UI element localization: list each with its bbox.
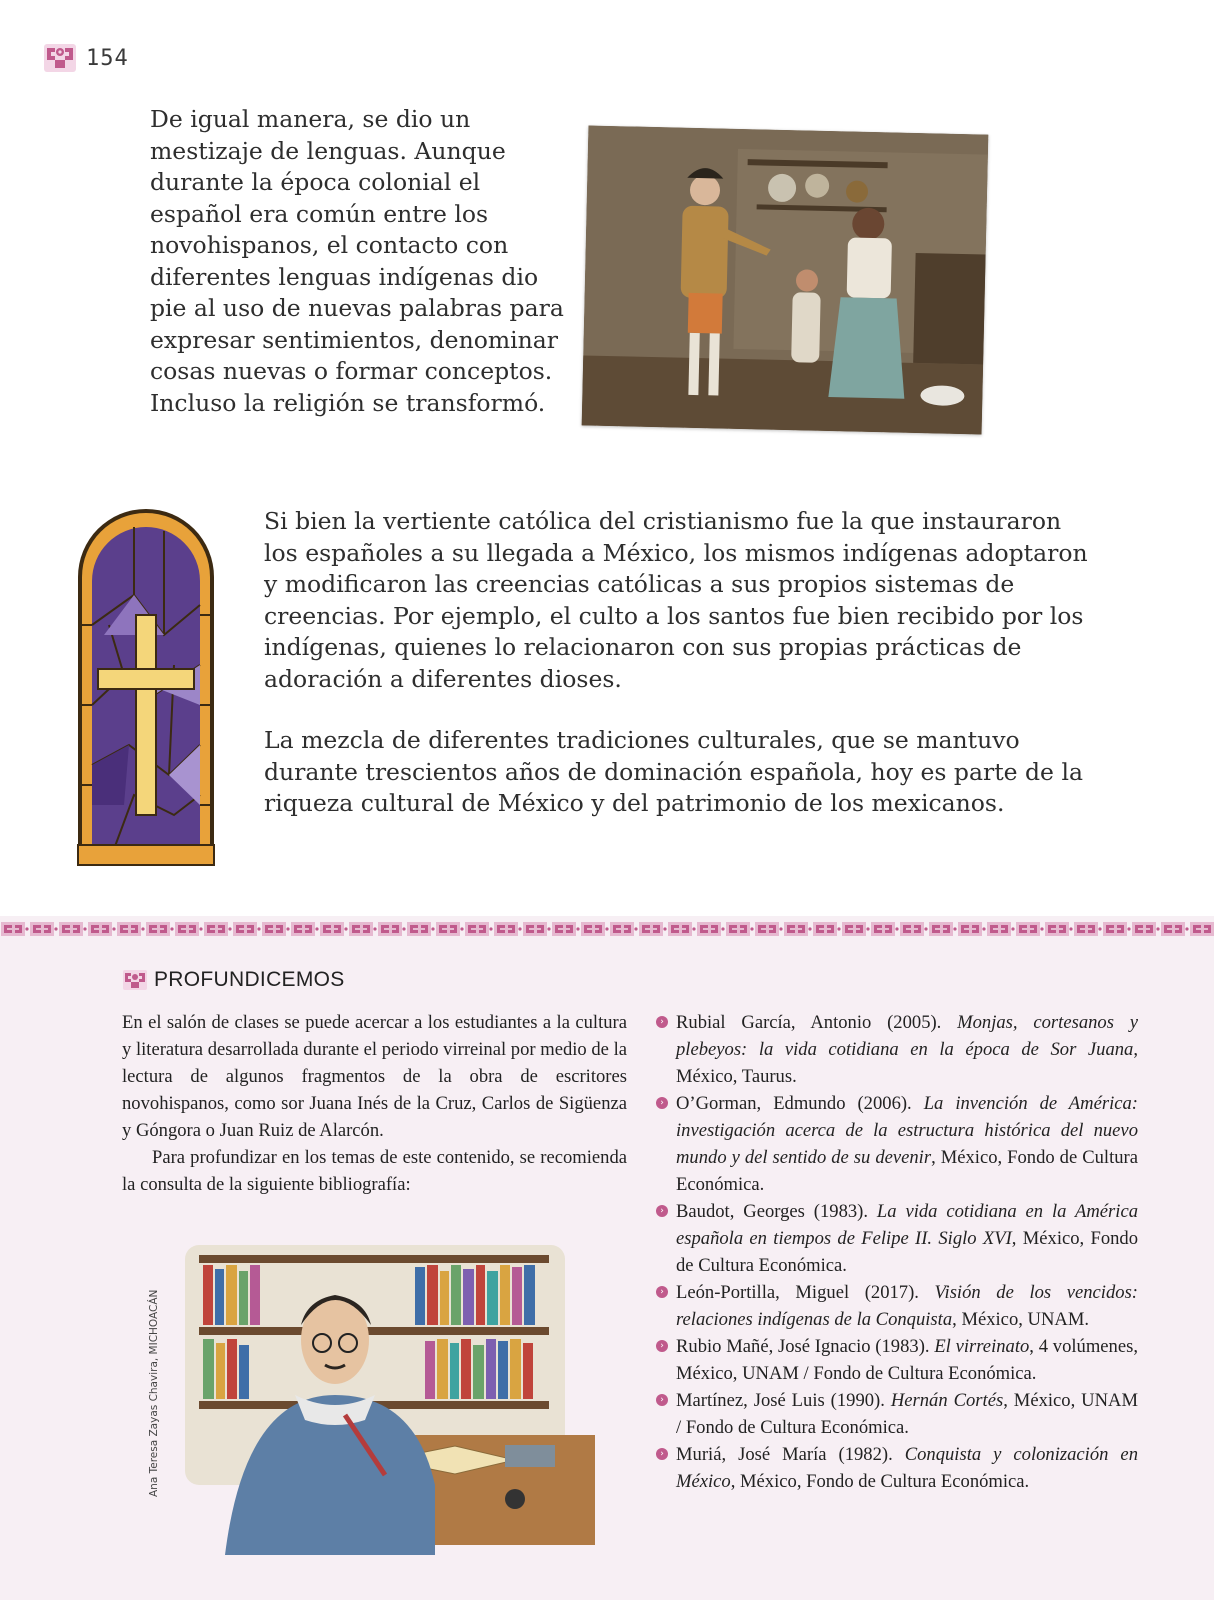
text-paragraph: Para profundizar en los temas de este contenido, se recomienda la consulta de la siguiente bibliografía: bbox=[122, 1147, 627, 1195]
section-title: PROFUNDICEMOS bbox=[154, 968, 345, 991]
bibliography-item: › Martínez, José Luis (1990). Hernán Cortés, México, UNAM / Fondo de Cultura Económica. bbox=[656, 1387, 1138, 1441]
text-paragraph: En el salón de clases se puede acercar a los estudiantes a la cultura y literatura desarrollada durante el periodo virreinal por medio de la lectura de algunos fragmentos de la obra de escritores novohispanos, como sor Juana Inés de la Cruz, Carlos de Sigüenza y Góngora o Juan Ruiz de Alarcón. bbox=[122, 1012, 627, 1141]
bibliography-item: › Baudot, Georges (1983). La vida cotidiana en la América española en tiempos de Felipe II. Siglo XVI, México, Fondo de Cultura Económica. bbox=[656, 1198, 1138, 1279]
bibliography-list bbox=[656, 1009, 1138, 1495]
image-credit: Ana Teresa Zayas Chavira, MICHOACÁN bbox=[148, 1289, 160, 1497]
chevron-right-icon: › bbox=[656, 1097, 668, 1109]
pink-glyph-icon bbox=[42, 40, 78, 76]
bibliography-item: › León-Portilla, Miguel (2017). Visión de los vencidos: relaciones indígenas de la Conquista, México, UNAM. bbox=[656, 1279, 1138, 1333]
bibliography-item: › Rubio Mañé, José Ignacio (1983). El virreinato, 4 volúmenes, México, UNAM / Fondo de Cultura Económica. bbox=[656, 1333, 1138, 1387]
page-header bbox=[42, 40, 129, 76]
bibliography-item: › O’Gorman, Edmundo (2006). La invención de América: investigación acerca de la estructura histórica del nuevo mundo y del sentido de su devenir, México, Fondo de Cultura Económica. bbox=[656, 1090, 1138, 1198]
chevron-right-icon: › bbox=[656, 1286, 668, 1298]
page-number: 154 bbox=[86, 45, 129, 71]
body-paragraph: La mezcla de diferentes tradiciones culturales, que se mantuvo durante trescientos años de dominación española, hoy es parte de la riqueza cultural de México y del patrimonio de los mexicanos. bbox=[264, 726, 1083, 817]
bibliography-item: › Rubial García, Antonio (2005). Monjas, cortesanos y plebeyos: la vida cotidiana en la época de Sor Juana, México, Taurus. bbox=[656, 1009, 1138, 1090]
bibliography-item: › Muriá, José María (1982). Conquista y colonización en México, México, Fondo de Cultura Económica. bbox=[656, 1441, 1138, 1495]
decorative-border bbox=[0, 916, 1214, 942]
chevron-right-icon: › bbox=[656, 1205, 668, 1217]
intro-paragraph: De igual manera, se dio un mestizaje de lenguas. Aunque durante la época colonial el español era común entre los novohispanos, el contacto con diferentes lenguas indígenas dio pie al uso de nuevas palabras para expresar sentimientos, denominar cosas nuevas o formar conceptos. Incluso la religión se transformó. bbox=[150, 105, 564, 417]
colonial-painting-image bbox=[582, 126, 989, 435]
writer-illustration bbox=[185, 1245, 595, 1555]
main-text-block bbox=[264, 506, 1094, 850]
profundicemos-text bbox=[122, 1009, 627, 1198]
chevron-right-icon: › bbox=[656, 1394, 668, 1406]
body-paragraph: Si bien la vertiente católica del cristianismo fue la que instauraron los españoles a su llegada a México, los mismos indígenas adoptaron y modificaron las creencias católicas a sus propios sistemas de creencias. Por ejemplo, el culto a los santos fue bien recibido por los indígenas, quienes lo relacionaron con sus propias prácticas de adoración a diferentes dioses. bbox=[264, 507, 1088, 693]
profundicemos-heading bbox=[122, 968, 345, 992]
chevron-right-icon: › bbox=[656, 1340, 668, 1352]
pink-glyph-icon bbox=[122, 969, 148, 991]
stained-glass-window-image bbox=[74, 505, 218, 869]
chevron-right-icon: › bbox=[656, 1448, 668, 1460]
chevron-right-icon: › bbox=[656, 1016, 668, 1028]
